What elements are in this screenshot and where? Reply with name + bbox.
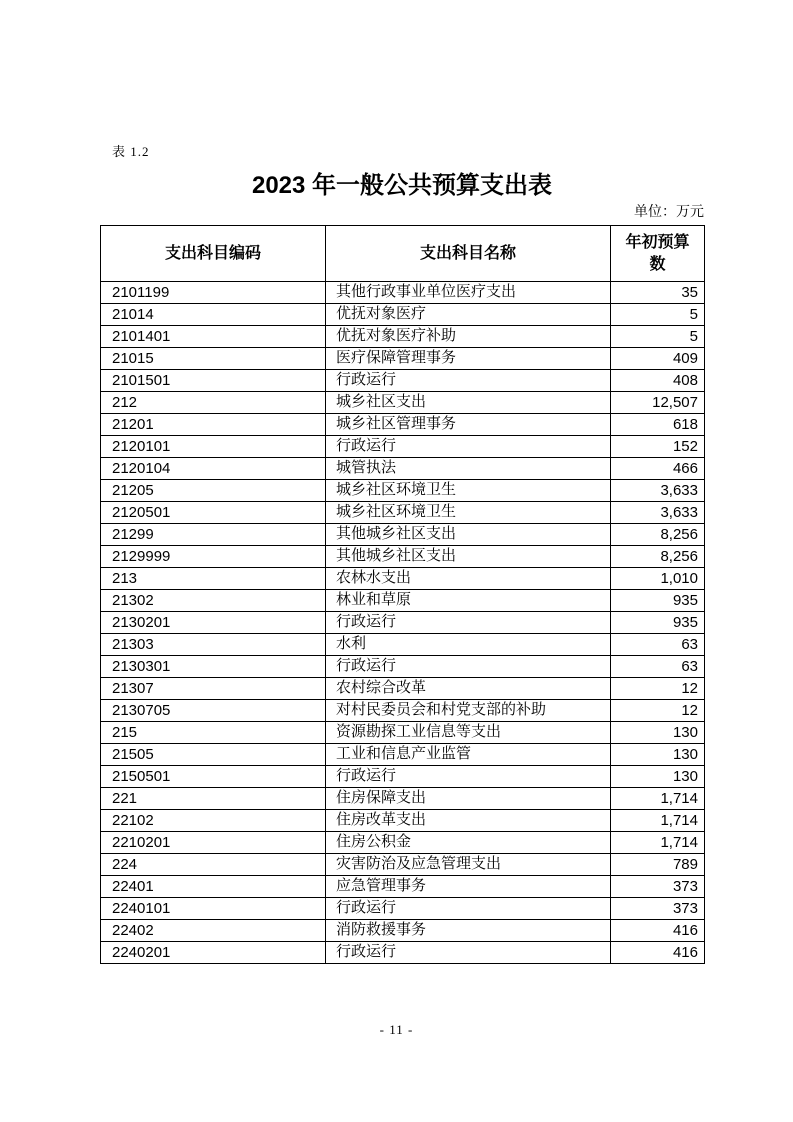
table-row [101, 414, 705, 436]
name-cell: 城管执法 [326, 458, 611, 480]
code-cell: 2120104 [101, 458, 326, 480]
code-cell: 2120501 [101, 502, 326, 524]
code-cell: 2101199 [101, 282, 326, 304]
name-cell: 行政运行 [326, 766, 611, 788]
table-row [101, 304, 705, 326]
table-row [101, 942, 705, 964]
amount-cell: 12,507 [611, 392, 705, 414]
code-cell: 2240101 [101, 898, 326, 920]
amount-cell: 789 [611, 854, 705, 876]
amount-cell: 416 [611, 920, 705, 942]
code-cell: 221 [101, 788, 326, 810]
name-cell: 行政运行 [326, 612, 611, 634]
code-cell: 21505 [101, 744, 326, 766]
code-cell: 21303 [101, 634, 326, 656]
amount-cell: 416 [611, 942, 705, 964]
code-cell: 213 [101, 568, 326, 590]
name-cell: 行政运行 [326, 656, 611, 678]
amount-cell: 8,256 [611, 546, 705, 568]
table-row [101, 854, 705, 876]
amount-cell: 3,633 [611, 502, 705, 524]
code-cell: 2130201 [101, 612, 326, 634]
table-row [101, 282, 705, 304]
code-cell: 21307 [101, 678, 326, 700]
amount-cell: 935 [611, 590, 705, 612]
table-row [101, 392, 705, 414]
table-row [101, 480, 705, 502]
table-row [101, 876, 705, 898]
amount-cell: 1,010 [611, 568, 705, 590]
amount-cell: 618 [611, 414, 705, 436]
name-cell: 其他行政事业单位医疗支出 [326, 282, 611, 304]
table-row [101, 678, 705, 700]
col-header-expenditure-name: 支出科目名称 [326, 226, 611, 282]
amount-cell: 5 [611, 304, 705, 326]
amount-cell: 63 [611, 656, 705, 678]
table-body [101, 282, 705, 964]
name-cell: 农林水支出 [326, 568, 611, 590]
name-cell: 医疗保障管理事务 [326, 348, 611, 370]
table-row [101, 832, 705, 854]
name-cell: 林业和草原 [326, 590, 611, 612]
name-cell: 城乡社区环境卫生 [326, 480, 611, 502]
table-caption: 表 1.2 [112, 144, 150, 159]
name-cell: 行政运行 [326, 942, 611, 964]
amount-cell: 408 [611, 370, 705, 392]
amount-cell: 373 [611, 898, 705, 920]
amount-cell: 1,714 [611, 788, 705, 810]
table-row [101, 458, 705, 480]
name-cell: 资源勘探工业信息等支出 [326, 722, 611, 744]
table-row [101, 700, 705, 722]
table-row [101, 612, 705, 634]
name-cell: 其他城乡社区支出 [326, 546, 611, 568]
code-cell: 215 [101, 722, 326, 744]
code-cell: 2150501 [101, 766, 326, 788]
code-cell: 2130301 [101, 656, 326, 678]
code-cell: 22401 [101, 876, 326, 898]
name-cell: 城乡社区支出 [326, 392, 611, 414]
amount-cell: 130 [611, 744, 705, 766]
amount-cell: 466 [611, 458, 705, 480]
table-row [101, 370, 705, 392]
code-cell: 21014 [101, 304, 326, 326]
header-row [101, 226, 705, 282]
name-cell: 优抚对象医疗补助 [326, 326, 611, 348]
table-row [101, 920, 705, 942]
code-cell: 2101401 [101, 326, 326, 348]
col-header-initial-budget: 年初预算数 [611, 226, 705, 282]
name-cell: 行政运行 [326, 370, 611, 392]
name-cell: 农村综合改革 [326, 678, 611, 700]
table-row [101, 656, 705, 678]
code-cell: 2129999 [101, 546, 326, 568]
table-row [101, 744, 705, 766]
table-row [101, 326, 705, 348]
table-row [101, 502, 705, 524]
code-cell: 2130705 [101, 700, 326, 722]
name-cell: 行政运行 [326, 436, 611, 458]
table-row [101, 788, 705, 810]
unit-note: 单位：万元 [634, 205, 704, 220]
table-row [101, 348, 705, 370]
budget-table [100, 225, 705, 964]
name-cell: 消防救援事务 [326, 920, 611, 942]
name-cell: 住房公积金 [326, 832, 611, 854]
code-cell: 21201 [101, 414, 326, 436]
col-header-expenditure-code: 支出科目编码 [101, 226, 326, 282]
table-row [101, 898, 705, 920]
name-cell: 其他城乡社区支出 [326, 524, 611, 546]
code-cell: 22402 [101, 920, 326, 942]
table-row [101, 634, 705, 656]
amount-cell: 130 [611, 766, 705, 788]
amount-cell: 12 [611, 678, 705, 700]
amount-cell: 12 [611, 700, 705, 722]
amount-cell: 373 [611, 876, 705, 898]
amount-cell: 1,714 [611, 832, 705, 854]
code-cell: 21299 [101, 524, 326, 546]
table-row [101, 590, 705, 612]
code-cell: 2120101 [101, 436, 326, 458]
name-cell: 工业和信息产业监管 [326, 744, 611, 766]
code-cell: 21015 [101, 348, 326, 370]
code-cell: 21205 [101, 480, 326, 502]
table-row [101, 766, 705, 788]
name-cell: 城乡社区管理事务 [326, 414, 611, 436]
name-cell: 对村民委员会和村党支部的补助 [326, 700, 611, 722]
page-number: - 11 - [379, 1022, 414, 1037]
code-cell: 2210201 [101, 832, 326, 854]
table-row [101, 436, 705, 458]
name-cell: 行政运行 [326, 898, 611, 920]
amount-cell: 3,633 [611, 480, 705, 502]
amount-cell: 35 [611, 282, 705, 304]
code-cell: 2101501 [101, 370, 326, 392]
name-cell: 住房改革支出 [326, 810, 611, 832]
code-cell: 21302 [101, 590, 326, 612]
name-cell: 应急管理事务 [326, 876, 611, 898]
amount-cell: 5 [611, 326, 705, 348]
amount-cell: 935 [611, 612, 705, 634]
name-cell: 优抚对象医疗 [326, 304, 611, 326]
amount-cell: 130 [611, 722, 705, 744]
amount-cell: 152 [611, 436, 705, 458]
amount-cell: 409 [611, 348, 705, 370]
table-row [101, 524, 705, 546]
name-cell: 城乡社区环境卫生 [326, 502, 611, 524]
page-title: 2023 年一般公共预算支出表 [251, 172, 553, 199]
name-cell: 水利 [326, 634, 611, 656]
code-cell: 224 [101, 854, 326, 876]
amount-cell: 1,714 [611, 810, 705, 832]
code-cell: 22102 [101, 810, 326, 832]
amount-cell: 63 [611, 634, 705, 656]
name-cell: 住房保障支出 [326, 788, 611, 810]
code-cell: 212 [101, 392, 326, 414]
table-row [101, 546, 705, 568]
code-cell: 2240201 [101, 942, 326, 964]
amount-cell: 8,256 [611, 524, 705, 546]
name-cell: 灾害防治及应急管理支出 [326, 854, 611, 876]
table-row [101, 722, 705, 744]
table-row [101, 810, 705, 832]
table-row [101, 568, 705, 590]
